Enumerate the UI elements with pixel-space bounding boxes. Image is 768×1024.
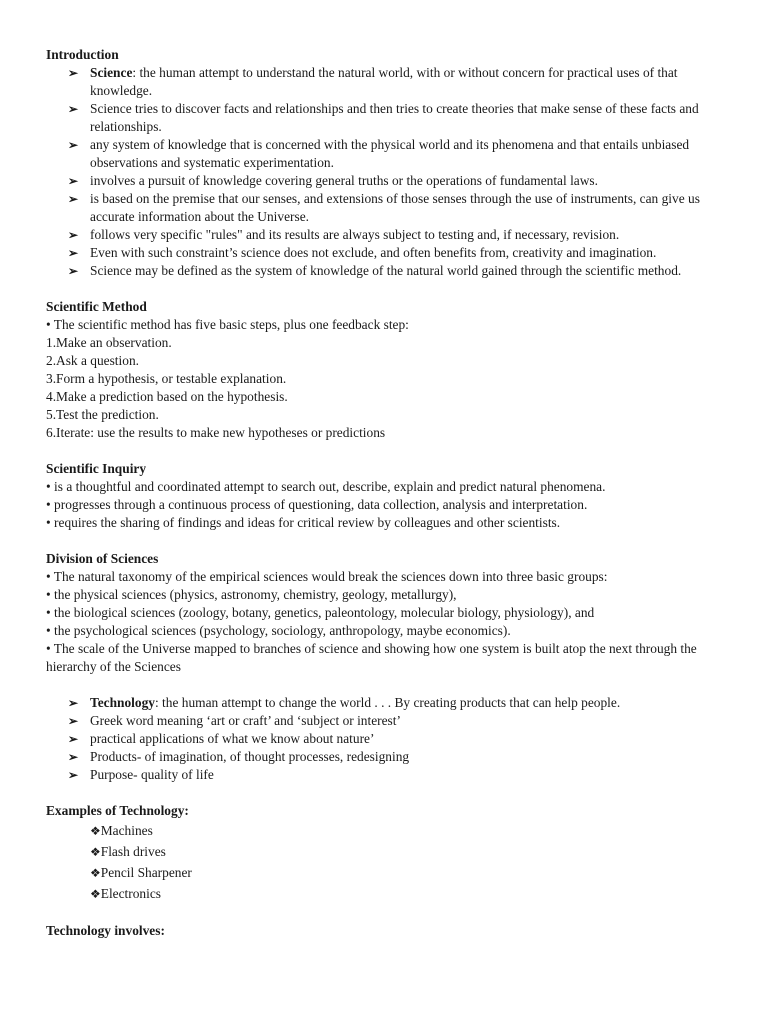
method-heading: Scientific Method [46, 299, 147, 314]
example-item-text: Electronics [100, 886, 161, 901]
arrow-bullet-icon: ➢ [68, 264, 79, 278]
section-spacer [46, 784, 726, 802]
technology-item [46, 766, 718, 784]
intro-item-text: : the human attempt to understand the natural world, with or without concern for practical uses of that knowledge. [90, 65, 678, 98]
involves-heading: Technology involves: [46, 923, 165, 938]
example-item [46, 820, 726, 841]
example-item-text: Machines [100, 823, 153, 838]
division-line: • The scale of the Universe mapped to branches of science and showing how one system is built atop the next through the hierarchy of the Sciences [46, 641, 697, 674]
method-step: 4.Make a prediction based on the hypothesis. [46, 389, 288, 404]
technology-item-term: Technology [90, 695, 155, 710]
inquiry-heading: Scientific Inquiry [46, 461, 147, 476]
division-line: • the psychological sciences (psychology, sociology, anthropology, maybe economics). [46, 623, 511, 638]
examples-list [46, 820, 726, 904]
method-step: 6.Iterate: use the results to make new hypotheses or predictions [46, 425, 386, 440]
diamond-bullet-icon: ❖ [90, 887, 101, 901]
intro-item-text: Science may be defined as the system of knowledge of the natural world gained through the scientific method. [90, 263, 682, 278]
intro-item-text: is based on the premise that our senses, and extensions of those senses through the use of instruments, can give us accurate information about the Universe. [90, 191, 700, 224]
method-step: 1.Make an observation. [46, 335, 172, 350]
division-line: • the physical sciences (physics, astronomy, chemistry, geology, metallurgy), [46, 587, 457, 602]
inquiry-line: • progresses through a continuous process of questioning, data collection, analysis and interpretation. [46, 497, 588, 512]
method-step: 5.Test the prediction. [46, 407, 159, 422]
section-spacer [46, 280, 726, 298]
intro-item-text: Even with such constraint’s science does not exclude, and often benefits from, creativity and imagination. [90, 245, 657, 260]
examples-heading: Examples of Technology: [46, 803, 189, 818]
intro-item-text: follows very specific "rules" and its results are always subject to testing and, if necessary, revision. [90, 227, 620, 242]
arrow-bullet-icon: ➢ [68, 246, 79, 260]
technology-item-text: Purpose- quality of life [90, 767, 214, 782]
technology-item [46, 694, 718, 712]
section-spacer [46, 904, 726, 922]
technology-item-text: Greek word meaning ‘art or craft’ and ‘subject or interest’ [90, 713, 401, 728]
technology-item-text: Products- of imagination, of thought processes, redesigning [90, 749, 410, 764]
technology-item [46, 730, 718, 748]
intro-item-text: any system of knowledge that is concerned with the physical world and its phenomena and that entails unbiased observations and systematic experimentation. [90, 137, 690, 170]
arrow-bullet-icon: ➢ [68, 174, 79, 188]
example-item-text: Flash drives [100, 844, 166, 859]
intro-item-text: Science tries to discover facts and relationships and then tries to create theories that make sense of these facts and relationships. [90, 101, 699, 134]
inquiry-line: • is a thoughtful and coordinated attempt to search out, describe, explain and predict natural phenomena. [46, 479, 606, 494]
division-line: • The natural taxonomy of the empirical sciences would break the sciences down into three basic groups: [46, 569, 608, 584]
arrow-bullet-icon: ➢ [68, 768, 79, 782]
arrow-bullet-icon: ➢ [68, 192, 79, 206]
intro-item-term: Science [90, 65, 133, 80]
document-page [46, 46, 726, 940]
arrow-bullet-icon: ➢ [68, 228, 79, 242]
example-item [46, 841, 726, 862]
arrow-bullet-icon: ➢ [68, 138, 79, 152]
intro-item [46, 136, 718, 172]
diamond-bullet-icon: ❖ [90, 845, 101, 859]
technology-item-text: practical applications of what we know about nature’ [90, 731, 375, 746]
example-item [46, 883, 726, 904]
division-line: • the biological sciences (zoology, botany, genetics, paleontology, molecular biology, physiology), and [46, 605, 595, 620]
intro-heading: Introduction [46, 47, 119, 62]
section-spacer [46, 532, 726, 550]
arrow-bullet-icon: ➢ [68, 66, 79, 80]
technology-item [46, 748, 718, 766]
technology-item [46, 712, 718, 730]
intro-item [46, 226, 718, 244]
intro-item-text: involves a pursuit of knowledge covering general truths or the operations of fundamental laws. [90, 173, 598, 188]
intro-list [46, 64, 726, 280]
inquiry-line: • requires the sharing of findings and ideas for critical review by colleagues and other scientists. [46, 515, 561, 530]
example-item-text: Pencil Sharpener [100, 865, 192, 880]
diamond-bullet-icon: ❖ [90, 866, 101, 880]
arrow-bullet-icon: ➢ [68, 696, 79, 710]
section-spacer [46, 676, 726, 694]
intro-item [46, 172, 718, 190]
example-item [46, 862, 726, 883]
method-step: 2.Ask a question. [46, 353, 139, 368]
arrow-bullet-icon: ➢ [68, 714, 79, 728]
diamond-bullet-icon: ❖ [90, 824, 101, 838]
intro-item [46, 244, 718, 262]
division-heading: Division of Sciences [46, 551, 159, 566]
arrow-bullet-icon: ➢ [68, 750, 79, 764]
technology-item-text: : the human attempt to change the world . . . By creating products that can help people. [154, 695, 621, 710]
technology-list [46, 694, 726, 784]
intro-item [46, 190, 718, 226]
arrow-bullet-icon: ➢ [68, 732, 79, 746]
method-line: • The scientific method has five basic steps, plus one feedback step: [46, 317, 409, 332]
method-step: 3.Form a hypothesis, or testable explanation. [46, 371, 287, 386]
intro-item [46, 64, 718, 100]
arrow-bullet-icon: ➢ [68, 102, 79, 116]
section-spacer [46, 442, 726, 460]
intro-item [46, 100, 718, 136]
intro-item [46, 262, 718, 280]
